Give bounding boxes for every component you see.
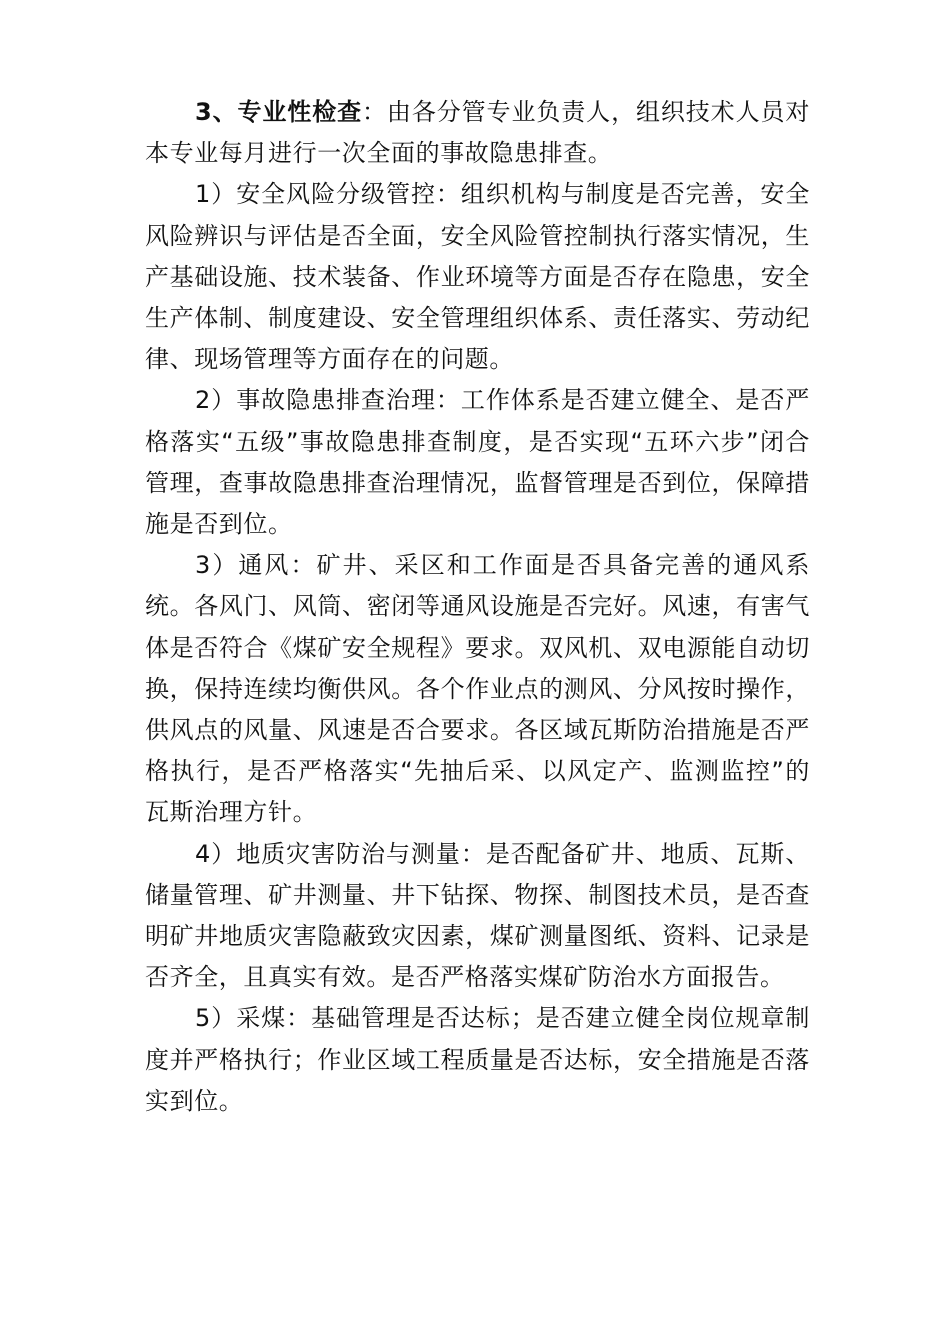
item-2-paragraph: 2）事故隐患排查治理：工作体系是否建立健全、是否严格落实“五级”事故隐患排查制度，是否实现“五环六步”闭合管理，查事故隐患排查治理情况，监督管理是否到位，保障措施是否到位。 bbox=[145, 386, 810, 539]
item-3-paragraph: 3）通风：矿井、采区和工作面是否具备完善的通风系统。各风门、风筒、密闭等通风设施是否完好。风速，有害气体是否符合《煤矿安全规程》要求。双风机、双电源能自动切换，保持连续均衡供风。各个作业点的测风、分风按时操作，供风点的风量、风速是否合要求。各区域瓦斯防治措施是否严格执行，是否严格落实“先抽后采、以风定产、监测监控”的瓦斯治理方针。 bbox=[145, 551, 810, 827]
item-4-paragraph: 4）地质灾害防治与测量：是否配备矿井、地质、瓦斯、储量管理、矿井测量、井下钻探、物探、制图技术员，是否查明矿井地质灾害隐蔽致灾因素，煤矿测量图纸、资料、记录是否齐全，且真实有效。是否严格落实煤矿防治水方面报告。 bbox=[145, 839, 810, 992]
item-5-paragraph: 5）采煤：基础管理是否达标；是否建立健全岗位规章制度并严格执行；作业区域工程质量是否达标，安全措施是否落实到位。 bbox=[145, 1004, 810, 1115]
section-3-paragraph bbox=[145, 92, 810, 174]
document-body bbox=[145, 92, 810, 1122]
section-3-heading: 3、专业性检查 bbox=[195, 98, 363, 126]
item-1-paragraph: 1）安全风险分级管控：组织机构与制度是否完善，安全风险辨识与评估是否全面，安全风险管控制执行落实情况，生产基础设施、技术装备、作业环境等方面是否存在隐患，安全生产体制、制度建设、安全管理组织体系、责任落实、劳动纪律、现场管理等方面存在的问题。 bbox=[145, 180, 810, 374]
section-3-intro: ：由各分管专业负责人，组织技术人员对本专业每月进行一次全面的事故隐患排查。 bbox=[145, 98, 810, 168]
